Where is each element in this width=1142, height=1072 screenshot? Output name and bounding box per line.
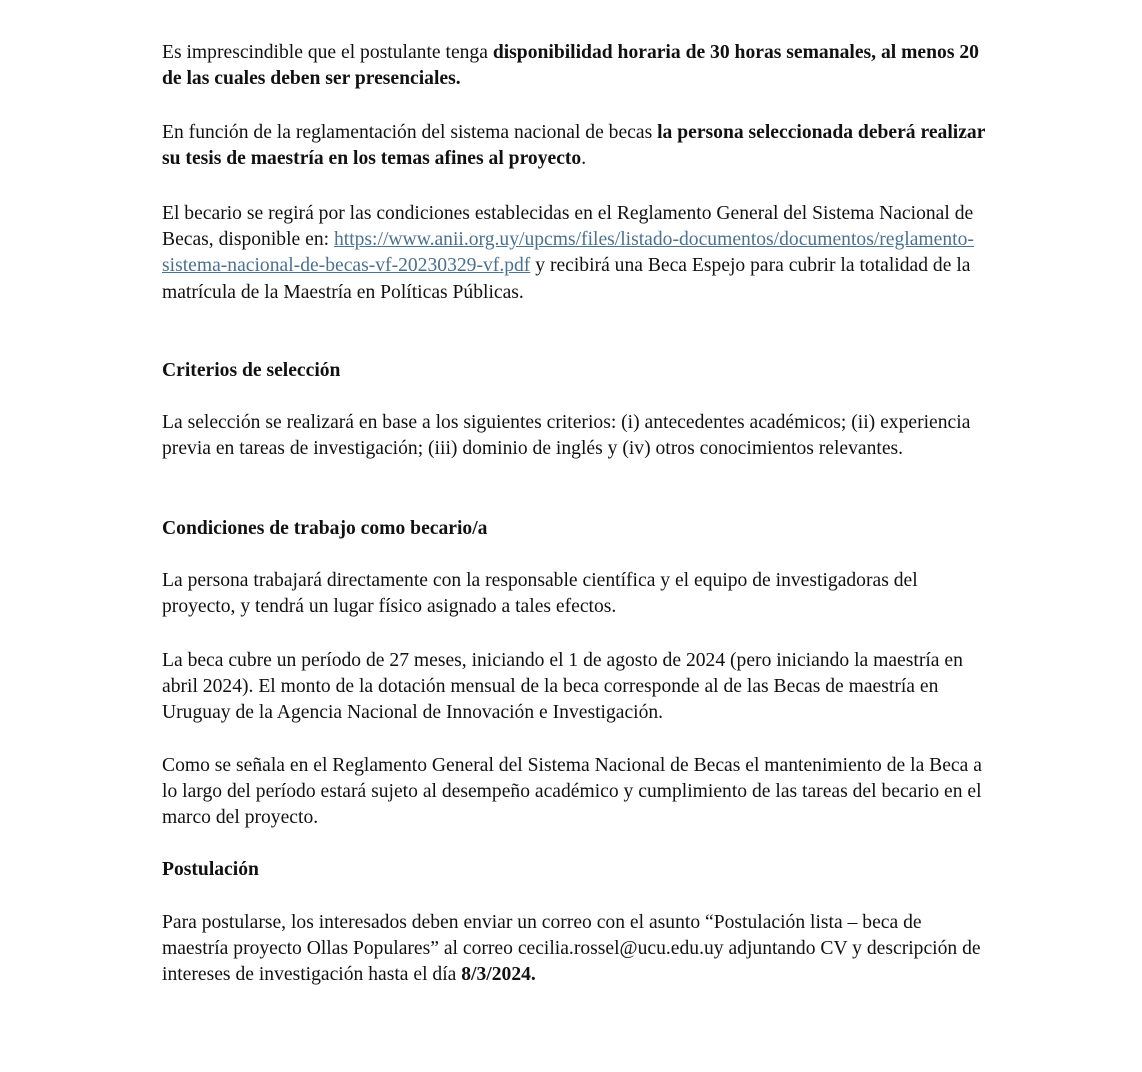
thesis-paragraph: [162, 120, 992, 172]
application-paragraph: [162, 910, 992, 989]
regulation-text: El becario se regirá por las condiciones establecidas en el Reglamento General del Sistema Nacional de Becas, disponible en:: [162, 203, 974, 251]
thesis-period: .: [581, 148, 587, 170]
availability-paragraph: [162, 40, 992, 92]
availability-bold-text: disponibilidad horaria de 30 horas semanales, al menos 20 de las cuales deben ser presenciales.: [162, 42, 979, 90]
application-text: Para postularse, los interesados deben enviar un correo con el asunto “Postulación lista – beca de maestría proyecto Ollas Populares” al correo cecilia.rossel@ucu.edu.uy adjuntando CV y descripción de intereses de investigación hasta el día: [162, 912, 981, 986]
thesis-text: En función de la reglamentación del sistema nacional de becas: [162, 122, 658, 143]
deadline-date: 8/3/2024.: [461, 964, 536, 986]
regulation-text-end: y recibirá una Beca Espejo para cubrir la totalidad de la matrícula de la Maestría en Políticas Públicas.: [162, 255, 971, 303]
heading-selection-criteria: Criterios de selección: [162, 360, 341, 381]
heading-work-conditions: Condiciones de trabajo como becario/a: [162, 518, 488, 539]
maintenance-paragraph: Como se señala en el Reglamento General del Sistema Nacional de Becas el mantenimiento de la Beca a lo largo del período estará sujeto al desempeño académico y cumplimiento de las tareas del becario en el marco del proyecto.: [162, 755, 982, 829]
thesis-bold-text: la persona seleccionada deberá realizar su tesis de maestría en los temas afines al proyecto: [162, 122, 986, 170]
duration-paragraph: La beca cubre un período de 27 meses, iniciando el 1 de agosto de 2024 (pero iniciando la maestría en abril 2024). El monto de la dotación mensual de la beca corresponde al de las Becas de maestría en Uruguay de la Agencia Nacional de Innovación e Investigación.: [162, 650, 963, 724]
work-paragraph: La persona trabajará directamente con la responsable científica y el equipo de investigadoras del proyecto, y tendrá un lugar físico asignado a tales efectos.: [162, 570, 918, 618]
criteria-paragraph: La selección se realizará en base a los siguientes criterios: (i) antecedentes académicos; (ii) experiencia previa en tareas de investigación; (iii) dominio de inglés y (iv) otros conocimientos relevantes.: [162, 412, 971, 460]
heading-application: Postulación: [162, 859, 259, 880]
availability-text: Es imprescindible que el postulante tenga: [162, 42, 493, 63]
regulation-link[interactable]: https://www.anii.org.uy/upcms/files/listado-documentos/documentos/reglamento-sistema-nacional-de-becas-vf-20230329-vf.pdf: [162, 229, 974, 277]
regulation-paragraph: [162, 201, 992, 306]
